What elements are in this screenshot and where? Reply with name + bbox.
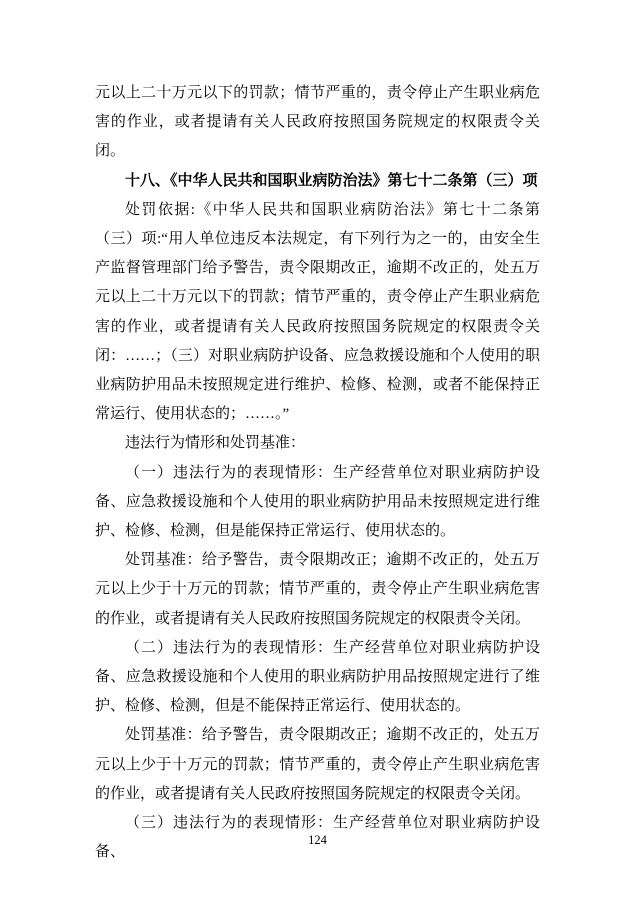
document-content bbox=[95, 79, 540, 867]
paragraph: （二）违法行为的表现情形：生产经营单位对职业病防护设备、应急救援设施和个人使用的职业病防护用品按照规定进行了维护、检修、检测，但是不能保持正常运行、使用状态的。 bbox=[95, 639, 540, 715]
section-heading: 十八、《中华人民共和国职业病防治法》第七十二条第（三）项 bbox=[125, 172, 538, 189]
page-number: 124 bbox=[308, 833, 327, 847]
paragraph: 违法行为情形和处罚基准： bbox=[125, 435, 306, 452]
paragraph: （一）违法行为的表现情形：生产经营单位对职业病防护设备、应急救援设施和个人使用的职业病防护用品未按照规定进行维护、检修、检测，但是能保持正常运行、使用状态的。 bbox=[95, 464, 540, 540]
paragraph: 处罚依据:《中华人民共和国职业病防治法》第七十二条第（三）项:“用人单位违反本法规定，有下列行为之一的，由安全生产监督管理部门给予警告，责令限期改正，逾期不改正的，处五万元以上二十万元以下的罚款；情节严重的，责令停止产生职业病危害的作业，或者提请有关人民政府按照国务院规定的权限责令关闭：……；（三）对职业病防护设备、应急救援设施和个人使用的职业病防护用品未按照规定进行维护、检修、检测，或者不能保持正常运行、使用状态的；……。” bbox=[95, 201, 540, 423]
paragraph: （三）违法行为的表现情形：生产经营单位对职业病防护设备、 bbox=[95, 815, 540, 861]
paragraph: 处罚基准：给予警告，责令限期改正；逾期不改正的，处五万元以上少于十万元的罚款；情节严重的，责令停止产生职业病危害的作业，或者提请有关人民政府按照国务院规定的权限责令关闭。 bbox=[95, 552, 540, 627]
paragraph: 处罚基准：给予警告，责令限期改正；逾期不改正的，处五万元以上少于十万元的罚款；情节严重的，责令停止产生职业病危害的作业，或者提请有关人民政府按照国务院规定的权限责令关闭。 bbox=[95, 727, 540, 802]
paragraph: 元以上二十万元以下的罚款；情节严重的，责令停止产生职业病危害的作业，或者提请有关人民政府按照国务院规定的权限责令关闭。 bbox=[95, 85, 540, 160]
